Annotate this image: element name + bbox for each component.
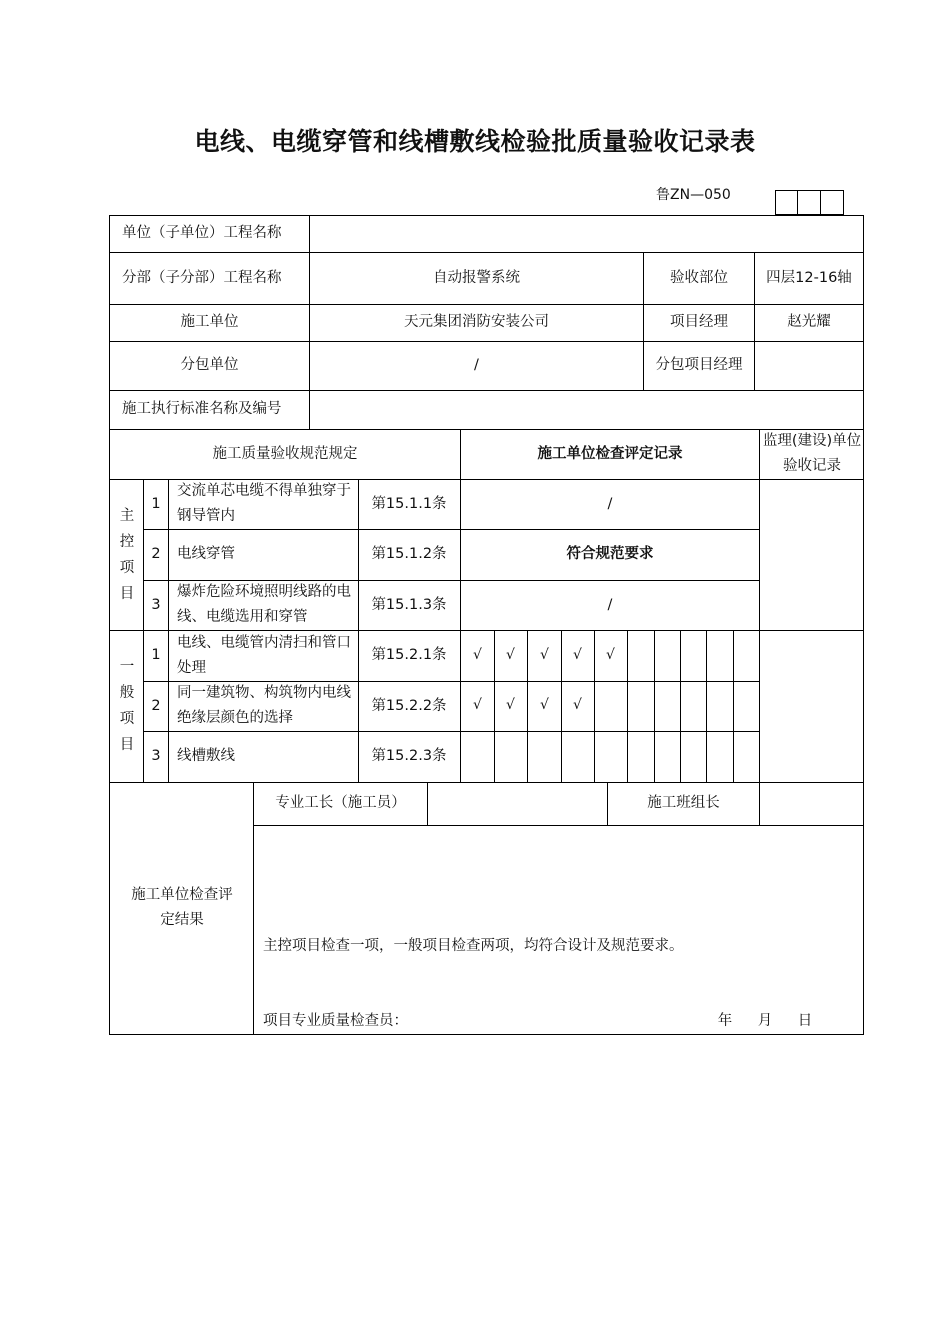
- result-conclusion: 主控项目检查一项，一般项目检查两项，均符合设计及规范要求。: [263, 938, 684, 954]
- main-row-2-no: 2: [151, 546, 161, 562]
- sub-pm-value[interactable]: [755, 341, 863, 390]
- general-row-1-no: 1: [151, 647, 161, 663]
- project-manager-value[interactable]: 赵光耀: [787, 314, 831, 330]
- general-row-1-text: 电线、电缆管内清扫和管口处理: [177, 634, 351, 676]
- acceptance-part-value[interactable]: 四层12-16轴: [766, 269, 852, 286]
- check-cell[interactable]: √: [573, 647, 582, 663]
- main-items-label: 主控项目: [119, 507, 135, 602]
- general-row-2-clause: 第15.2.2条: [371, 697, 447, 714]
- page-title: 电线、电缆穿管和线槽敷线检验批质量验收记录表: [194, 127, 756, 156]
- spec-header: 施工质量验收规范规定: [212, 445, 358, 462]
- main-row-1-clause: 第15.1.1条: [371, 495, 447, 512]
- form-code: 鲁ZN—050: [656, 187, 731, 203]
- main-row-1-record[interactable]: /: [607, 495, 613, 512]
- main-row-3-no: 3: [151, 596, 161, 613]
- general-row-3-clause: 第15.2.3条: [371, 748, 447, 764]
- general-row-2-text: 同一建筑物、构筑物内电线绝缘层颜色的选择: [177, 685, 351, 726]
- record-header: 施工单位检查评定记录: [537, 445, 683, 462]
- general-row-3-text: 线槽敷线: [177, 748, 235, 764]
- general-items-label: 一般项目: [119, 659, 135, 753]
- date-day: 日: [797, 1013, 813, 1029]
- check-cell[interactable]: √: [473, 697, 482, 713]
- unit-project-label: 单位（子单位）工程名称: [122, 225, 282, 241]
- main-row-1-text: 交流单芯电缆不得单独穿于钢导管内: [177, 483, 351, 524]
- team-leader-label: 施工班组长: [647, 795, 720, 811]
- sub-project-value[interactable]: 自动报警系统: [433, 269, 520, 286]
- check-cell[interactable]: √: [506, 647, 515, 663]
- acceptance-part-label: 验收部位: [670, 269, 728, 286]
- date-year: 年: [717, 1013, 733, 1029]
- check-cell[interactable]: √: [473, 647, 482, 663]
- inspector-label: 项目专业质量检查员：: [263, 1013, 408, 1029]
- check-cell[interactable]: √: [540, 647, 549, 663]
- main-row-3-clause: 第15.1.3条: [371, 596, 447, 613]
- main-row-1-no: 1: [151, 495, 161, 512]
- project-manager-label: 项目经理: [670, 314, 728, 330]
- standard-value[interactable]: [310, 390, 863, 429]
- foreman-value[interactable]: [428, 782, 607, 825]
- subcontractor-value[interactable]: /: [474, 357, 479, 373]
- sub-project-label: 分部（子分部）工程名称: [122, 269, 282, 286]
- result-label: 施工单位检查评定结果: [131, 887, 233, 928]
- standard-label: 施工执行标准名称及编号: [122, 401, 282, 417]
- foreman-label: 专业工长（施工员）: [275, 795, 406, 811]
- check-cell[interactable]: √: [506, 697, 515, 713]
- main-row-2-text: 电线穿管: [177, 546, 235, 562]
- form-number-boxes: [775, 190, 844, 215]
- date-month: 月: [757, 1013, 773, 1029]
- sub-pm-label: 分包项目经理: [655, 357, 743, 373]
- construction-unit-label: 施工单位: [180, 314, 239, 330]
- construction-unit-value[interactable]: 天元集团消防安装公司: [404, 314, 549, 330]
- main-row-3-record[interactable]: /: [607, 596, 613, 613]
- check-cell[interactable]: √: [606, 647, 615, 663]
- check-cell[interactable]: √: [573, 697, 582, 713]
- unit-project-value[interactable]: [310, 215, 863, 252]
- supervision-header: 监理(建设)单位验收记录: [762, 433, 862, 474]
- general-row-3-no: 3: [151, 748, 161, 764]
- team-leader-value[interactable]: [760, 782, 863, 825]
- check-cell[interactable]: √: [540, 697, 549, 713]
- subcontractor-label: 分包单位: [180, 357, 239, 373]
- general-row-1-clause: 第15.2.1条: [371, 647, 447, 663]
- main-row-2-record[interactable]: 符合规范要求: [566, 546, 654, 562]
- main-row-3-text: 爆炸危险环境照明线路的电线、电缆选用和穿管: [177, 584, 351, 625]
- general-row-2-no: 2: [151, 697, 161, 714]
- main-row-2-clause: 第15.1.2条: [371, 546, 447, 562]
